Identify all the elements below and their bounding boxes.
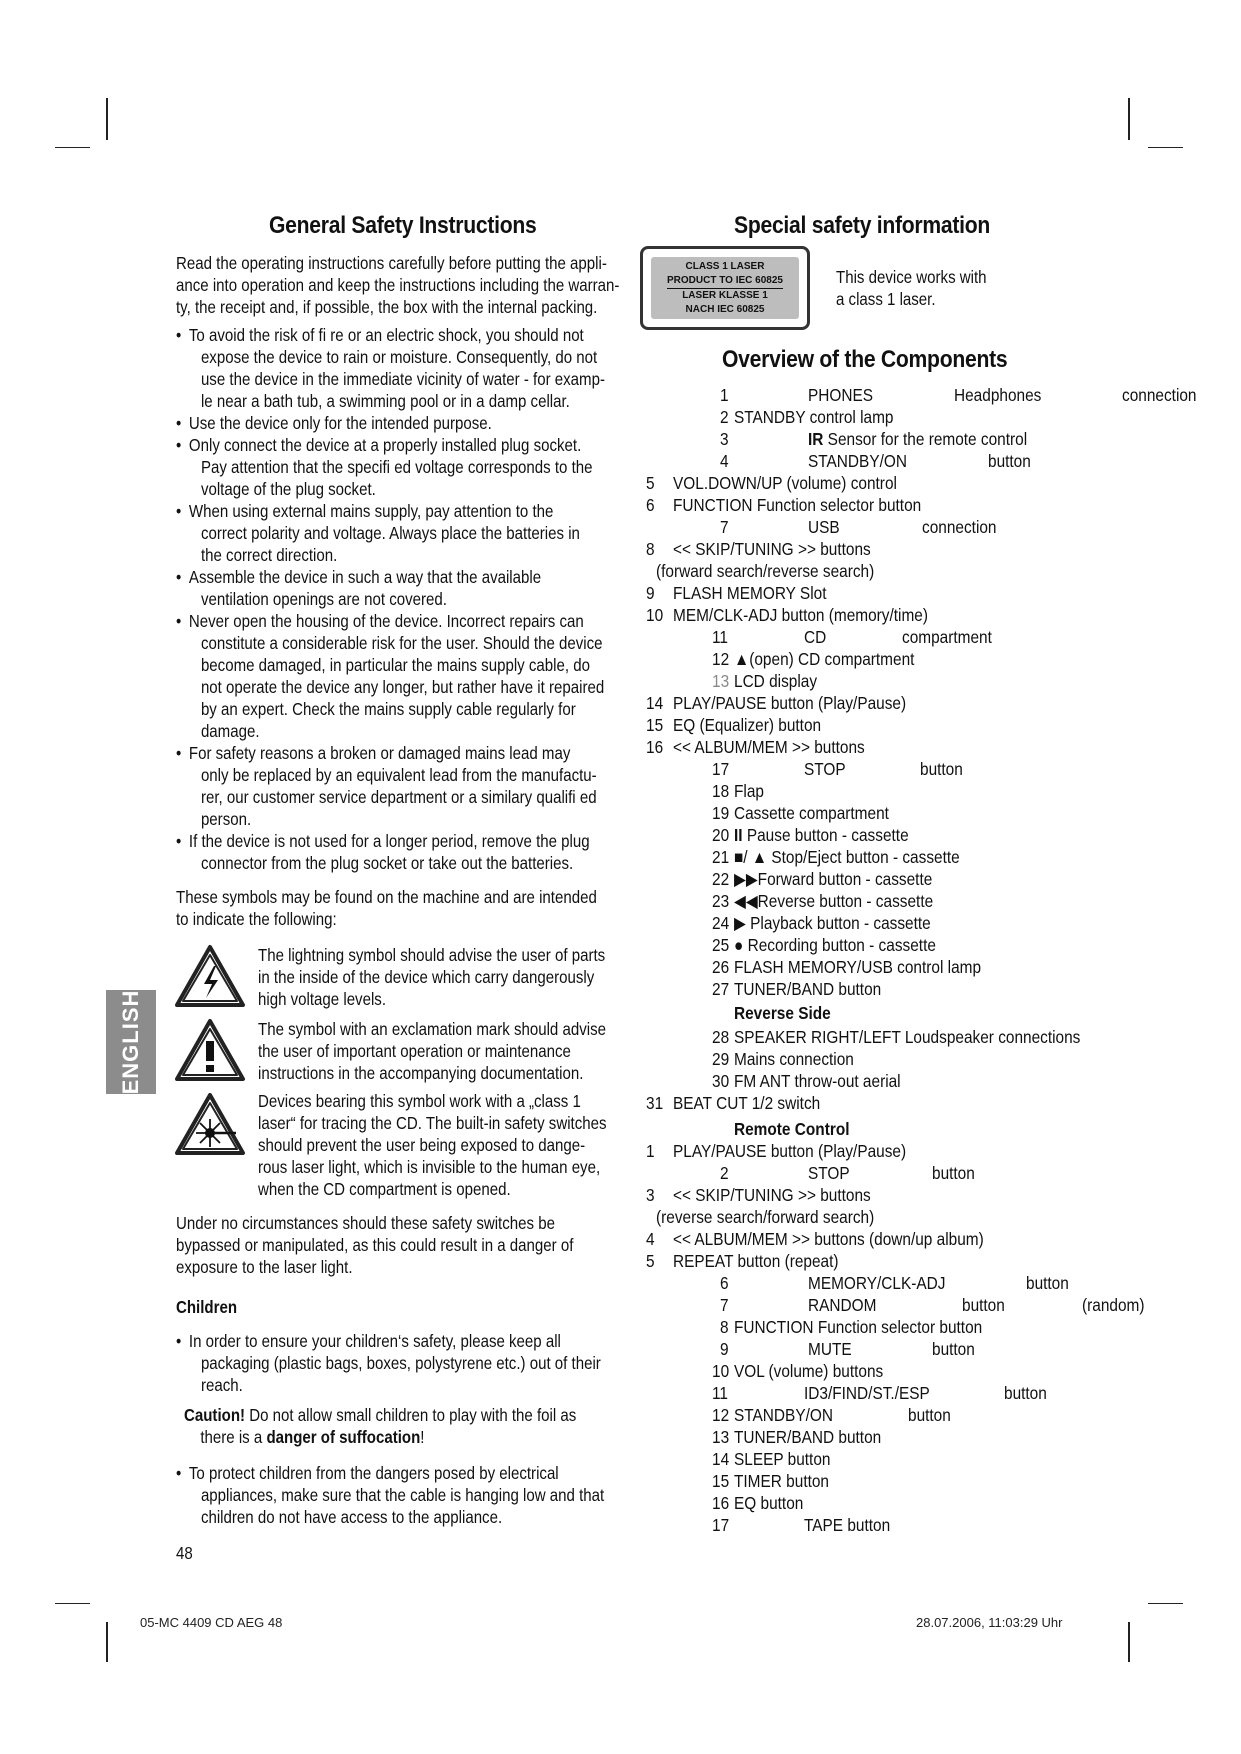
component-label <box>734 1048 854 1070</box>
component-number: 14 <box>712 1449 730 1469</box>
component-label-extra: button <box>932 1339 975 1359</box>
component-label <box>808 384 873 406</box>
bullet-line: correct polarity and voltage. Always place the batteries in <box>200 523 580 543</box>
component-number: 25 <box>712 935 730 955</box>
bullet-line: For safety reasons a broken or damaged mains lead may <box>188 743 571 763</box>
bullet-line: expose the device to rain or moisture. Consequently, do not <box>200 347 598 367</box>
component-number: 6 <box>646 495 655 515</box>
component-label-extra: button <box>908 1405 951 1425</box>
bullet-line: connector from the plug socket or take out the batteries. <box>200 853 574 873</box>
component-label <box>734 1426 881 1448</box>
component-label-text: STANDBY control lamp <box>734 407 894 427</box>
component-number: 17 <box>712 1515 730 1535</box>
intro-line: ty, the receipt and, if possible, the box with the internal packing. <box>176 297 598 317</box>
exclamation-description <box>258 1018 606 1084</box>
component-label-text: ▶ Playback button - cassette <box>734 913 931 933</box>
laser-info-line: a class 1 laser. <box>836 289 936 309</box>
component-number: 23 <box>712 891 730 911</box>
caution-text: there is a <box>200 1427 267 1447</box>
component-label-extra: button <box>1004 1383 1047 1403</box>
laser-info-line: This device works with <box>836 267 987 287</box>
intro-paragraph <box>176 252 619 318</box>
component-label <box>673 714 821 736</box>
component-label-text: STANDBY/ON <box>808 451 907 471</box>
component-label-text: STOP <box>808 1163 850 1183</box>
component-label <box>808 1294 876 1316</box>
component-label-bold: IR <box>808 429 824 449</box>
crop-mark <box>1148 147 1183 148</box>
bullet-line: Use the device only for the intended purpose. <box>188 413 492 433</box>
bullet-line: To protect children from the dangers posed by electrical <box>188 1463 559 1483</box>
component-number: 22 <box>712 869 730 889</box>
children-bullet: • In order to ensure your children‘s safety, please keep all packaging (plastic bags, boxes, polystyrene etc.) out of their reach. <box>176 1331 601 1395</box>
laser-warning-icon <box>174 1092 246 1156</box>
component-label-extra: button <box>932 1163 975 1183</box>
crop-mark <box>55 147 90 148</box>
lightning-warning-icon <box>174 944 246 1008</box>
component-number: 28 <box>712 1027 730 1047</box>
bullet-line: Pay attention that the specifi ed voltage corresponds to the <box>200 457 593 477</box>
reverse-side-heading: Reverse Side <box>734 1003 831 1023</box>
component-label-text: (forward search/reverse search) <box>656 561 875 581</box>
component-number: 11 <box>712 627 728 647</box>
crop-mark <box>106 98 108 140</box>
component-number: 7 <box>720 1295 729 1315</box>
component-label-text: MEMORY/CLK-ADJ <box>808 1273 946 1293</box>
component-number: 4 <box>646 1229 655 1249</box>
language-tab-label: ENGLISH <box>118 989 143 1095</box>
component-label-text: VOL.DOWN/UP (volume) control <box>673 473 897 493</box>
component-number: 9 <box>646 583 655 603</box>
component-label <box>808 1338 852 1360</box>
component-label-text: FM ANT throw-out aerial <box>734 1071 901 1091</box>
component-number: 24 <box>712 913 730 933</box>
component-number: 14 <box>646 693 664 713</box>
component-number: 5 <box>646 1251 655 1271</box>
caution-note <box>184 1404 576 1448</box>
component-label <box>734 1316 982 1338</box>
bullet-line: only be replaced by an equivalent lead from the manufactu- <box>200 765 597 785</box>
component-label <box>656 560 874 582</box>
laser-label-line: NACH IEC 60825 <box>685 303 765 315</box>
crop-mark <box>55 1603 90 1604</box>
language-tab <box>106 990 156 1094</box>
component-label-text: << ALBUM/MEM >> buttons <box>673 737 865 757</box>
component-label-extra: button <box>962 1295 1005 1315</box>
caution-text: ! <box>420 1427 425 1447</box>
component-label-text: PLAY/PAUSE button (Play/Pause) <box>673 1141 907 1161</box>
component-label <box>808 516 840 538</box>
component-number: 19 <box>712 803 730 823</box>
component-label <box>673 1092 820 1114</box>
bullet-line: by an expert. Check the mains supply cable regularly for <box>200 699 576 719</box>
component-label-text: Pause button - cassette <box>742 825 909 845</box>
component-label-extra: compartment <box>902 627 992 647</box>
bullet-line: If the device is not used for a longer period, remove the plug <box>188 831 590 851</box>
safety-bullet: • Never open the housing of the device. Incorrect repairs can constitute a considerable risk for the user. Should the device become damaged, in particular the mains supply cable, do not operate the device any longer, but rather have it repaired by an expert. Check the mains supply cable regularly for damage. <box>176 611 605 741</box>
crop-mark <box>1128 1622 1130 1662</box>
component-number: 3 <box>720 429 729 449</box>
component-label-text: TIMER button <box>734 1471 830 1491</box>
component-label-text: FUNCTION Function selector button <box>734 1317 983 1337</box>
component-number: 10 <box>646 605 664 625</box>
component-label-bold: II <box>734 825 743 845</box>
component-label-text: STANDBY/ON <box>734 1405 833 1425</box>
bullet-line: In order to ensure your children‘s safety, please keep all <box>188 1331 561 1351</box>
laser-label-line: CLASS 1 LASER <box>685 260 765 272</box>
component-label <box>673 1184 871 1206</box>
intro-line: Read the operating instructions carefully before putting the appli- <box>176 253 607 273</box>
component-number: 13 <box>712 1427 730 1447</box>
description-line: rous laser light, which is invisible to the human eye, <box>258 1157 601 1177</box>
component-label <box>673 1140 906 1162</box>
component-number: 12 <box>712 649 730 669</box>
remote-control-heading: Remote Control <box>734 1119 850 1139</box>
safety-bullet: • To avoid the risk of fi re or an electric shock, you should not expose the device to rain or moisture. Consequently, do not use the device in the immediate vicinity of water - for examp- le near a bath tub, a swimming pool or in a damp cellar. <box>176 325 605 411</box>
component-label <box>734 1070 901 1092</box>
caution-label: Caution! <box>184 1405 246 1425</box>
component-number: 2 <box>720 1163 729 1183</box>
component-number: 15 <box>712 1471 730 1491</box>
component-number: 16 <box>712 1493 730 1513</box>
component-label <box>734 1360 883 1382</box>
component-label <box>804 758 846 780</box>
paragraph-line: exposure to the laser light. <box>176 1257 353 1277</box>
crop-mark <box>106 1622 108 1662</box>
component-label-text: CD <box>804 627 827 647</box>
description-line: in the inside of the device which carry dangerously <box>258 967 595 987</box>
component-label-text: Mains connection <box>734 1049 854 1069</box>
component-label-text: TUNER/BAND button <box>734 1427 882 1447</box>
footer-left: 05-MC 4409 CD AEG 48 <box>140 1615 283 1630</box>
intro-line: ance into operation and keep the instructions including the warran- <box>176 275 620 295</box>
component-number: 12 <box>712 1405 730 1425</box>
component-label-extra: Headphones <box>954 385 1042 405</box>
component-label-text: FLASH MEMORY Slot <box>673 583 827 603</box>
component-label <box>734 846 960 868</box>
component-number: 8 <box>720 1317 729 1337</box>
component-label <box>734 406 893 428</box>
component-number: 15 <box>646 715 664 735</box>
bullet-line: constitute a considerable risk for the user. Should the device <box>200 633 603 653</box>
bullet-line: person. <box>200 809 252 829</box>
component-label-text: REPEAT button (repeat) <box>673 1251 839 1271</box>
description-line: should prevent the user being exposed to dange- <box>258 1135 586 1155</box>
bullet-line: Only connect the device at a properly installed plug socket. <box>188 435 582 455</box>
component-label <box>673 538 871 560</box>
component-label <box>734 1470 829 1492</box>
bullet-line: use the device in the immediate vicinity of water - for examp- <box>200 369 605 389</box>
component-label <box>734 1492 803 1514</box>
paragraph-line: bypassed or manipulated, as this could result in a danger of <box>176 1235 574 1255</box>
component-number: 29 <box>712 1049 730 1069</box>
component-number: 18 <box>712 781 730 801</box>
description-line: The lightning symbol should advise the user of parts <box>258 945 606 965</box>
component-label <box>734 912 931 934</box>
laser-info-text <box>836 266 987 310</box>
component-label-extra: connection <box>922 517 997 537</box>
component-label <box>734 890 933 912</box>
component-label <box>734 956 981 978</box>
component-label-text: VOL (volume) buttons <box>734 1361 884 1381</box>
caution-emphasis: danger of suffocation <box>266 1427 421 1447</box>
children-heading: Children <box>176 1297 238 1317</box>
component-label <box>804 1382 930 1404</box>
bullet-line: damage. <box>200 721 260 741</box>
component-label <box>734 670 817 692</box>
component-label-text: SLEEP button <box>734 1449 831 1469</box>
component-label-text: FLASH MEMORY/USB control lamp <box>734 957 982 977</box>
bullet-line: packaging (plastic bags, boxes, polystyrene etc.) out of their <box>200 1353 601 1373</box>
component-label-extra: connection <box>1122 385 1197 405</box>
component-label-extra: (random) <box>1082 1295 1145 1315</box>
children-bullet: • To protect children from the dangers posed by electrical appliances, make sure that the cable is hanging low and that children do not have access to the appliance. <box>176 1463 605 1527</box>
component-label-text: << ALBUM/MEM >> buttons (down/up album) <box>673 1229 984 1249</box>
component-number: 13 <box>712 671 730 691</box>
description-line: when the CD compartment is opened. <box>258 1179 511 1199</box>
component-label <box>734 648 914 670</box>
component-label-text: EQ (Equalizer) button <box>673 715 822 735</box>
component-label <box>673 604 928 626</box>
bullet-line: not operate the device any longer, but rather have it repaired <box>200 677 605 697</box>
bullet-line: When using external mains supply, pay attention to the <box>188 501 554 521</box>
component-label <box>804 1514 890 1536</box>
component-label-text: << SKIP/TUNING >> buttons <box>673 1185 871 1205</box>
crop-mark <box>1128 98 1130 140</box>
component-label <box>673 494 921 516</box>
component-label-text: Flap <box>734 781 764 801</box>
lightning-description <box>258 944 605 1010</box>
caution-text: Do not allow small children to play with the foil as <box>245 1405 577 1425</box>
component-number: 4 <box>720 451 729 471</box>
description-line: instructions in the accompanying documentation. <box>258 1063 584 1083</box>
component-label <box>673 1228 984 1250</box>
component-label <box>734 1026 1080 1048</box>
component-label-text: FUNCTION Function selector button <box>673 495 922 515</box>
component-label-text: ID3/FIND/ST./ESP <box>804 1383 930 1403</box>
component-number: 1 <box>720 385 729 405</box>
component-label <box>804 626 826 648</box>
bullet-line: children do not have access to the appliance. <box>200 1507 503 1527</box>
switches-paragraph <box>176 1212 573 1278</box>
component-label <box>734 868 932 890</box>
component-label <box>734 780 764 802</box>
component-number: 1 <box>646 1141 655 1161</box>
component-label <box>808 1162 850 1184</box>
component-label-text: SPEAKER RIGHT/LEFT Loudspeaker connections <box>734 1027 1081 1047</box>
bullet-line: le near a bath tub, a swimming pool or in a damp cellar. <box>200 391 570 411</box>
component-number: 31 <box>646 1093 664 1113</box>
component-label-text: TUNER/BAND button <box>734 979 882 999</box>
component-label-text: TAPE button <box>804 1515 891 1535</box>
footer-right: 28.07.2006, 11:03:29 Uhr <box>916 1615 1063 1630</box>
description-line: Devices bearing this symbol work with a „class 1 <box>258 1091 581 1111</box>
component-label <box>734 934 936 956</box>
component-number: 9 <box>720 1339 729 1359</box>
component-label-text: MUTE <box>808 1339 852 1359</box>
component-label-extra: button <box>988 451 1031 471</box>
component-label-text: MEM/CLK-ADJ button (memory/time) <box>673 605 929 625</box>
symbols-intro-line: to indicate the following: <box>176 909 337 929</box>
safety-bullet: • Use the device only for the intended purpose. <box>176 413 492 433</box>
bullet-line: voltage of the plug socket. <box>200 479 376 499</box>
component-label-extra: button <box>920 759 963 779</box>
component-number: 3 <box>646 1185 655 1205</box>
component-label-text: Cassette compartment <box>734 803 889 823</box>
general-safety-title: General Safety Instructions <box>269 212 537 239</box>
component-label <box>673 1250 838 1272</box>
laser-label-line: PRODUCT TO IEC 60825 <box>667 274 783 289</box>
component-label <box>673 692 906 714</box>
safety-bullet: • If the device is not used for a longer period, remove the plug connector from the plug socket or take out the batteries. <box>176 831 590 873</box>
bullet-line: ventilation openings are not covered. <box>200 589 447 609</box>
bullet-line: rer, our customer service department or a similary qualifi ed <box>200 787 597 807</box>
component-number: 6 <box>720 1273 729 1293</box>
component-label-text: ◀◀Reverse button - cassette <box>734 891 934 911</box>
component-number: 27 <box>712 979 730 999</box>
safety-bullet: • Only connect the device at a properly installed plug socket. Pay attention that the specifi ed voltage corresponds to the voltage of the plug socket. <box>176 435 593 499</box>
component-label <box>734 824 909 846</box>
component-number: 10 <box>712 1361 730 1381</box>
component-label-text: LCD display <box>734 671 818 691</box>
component-number: 11 <box>712 1383 728 1403</box>
description-line: the user of important operation or maintenance <box>258 1041 571 1061</box>
component-label-extra: button <box>1026 1273 1069 1293</box>
component-label <box>734 1404 833 1426</box>
laser-class-label <box>640 246 810 330</box>
bullet-line: Assemble the device in such a way that the available <box>188 567 542 587</box>
component-label <box>673 472 897 494</box>
safety-bullet: • Assemble the device in such a way that the available ventilation openings are not covered. <box>176 567 542 609</box>
component-label <box>673 582 826 604</box>
safety-bullet: • For safety reasons a broken or damaged mains lead may only be replaced by an equivalent lead from the manufactu- rer, our customer service department or a similary qualifi ed person. <box>176 743 597 829</box>
component-label-text: PLAY/PAUSE button (Play/Pause) <box>673 693 907 713</box>
component-label-text: ▲(open) CD compartment <box>734 649 915 669</box>
component-label-text: << SKIP/TUNING >> buttons <box>673 539 871 559</box>
bullet-line: Never open the housing of the device. Incorrect repairs can <box>188 611 584 631</box>
component-label-text: USB <box>808 517 840 537</box>
component-label-text: PHONES <box>808 385 874 405</box>
bullet-line: reach. <box>200 1375 243 1395</box>
special-safety-title: Special safety information <box>734 212 991 239</box>
component-number: 16 <box>646 737 664 757</box>
component-label-text: EQ button <box>734 1493 804 1513</box>
bullet-line: appliances, make sure that the cable is hanging low and that <box>200 1485 605 1505</box>
symbols-intro <box>176 886 597 930</box>
component-number: 2 <box>720 407 729 427</box>
component-number: 5 <box>646 473 655 493</box>
component-number: 21 <box>712 847 730 867</box>
component-label-text: ■/ ▲ Stop/Eject button - cassette <box>734 847 960 867</box>
component-label <box>673 736 865 758</box>
bullet-line: become damaged, in particular the mains supply cable, do <box>200 655 590 675</box>
description-line: The symbol with an exclamation mark should advise <box>258 1019 606 1039</box>
crop-mark <box>1148 1603 1183 1604</box>
component-number: 26 <box>712 957 730 977</box>
bullet-line: To avoid the risk of fi re or an electric shock, you should not <box>188 325 584 345</box>
paragraph-line: Under no circumstances should these safety switches be <box>176 1213 555 1233</box>
component-label-text: Sensor for the remote control <box>823 429 1028 449</box>
safety-bullet: • When using external mains supply, pay attention to the correct polarity and voltage. Always place the batteries in the correct direction. <box>176 501 580 565</box>
overview-title: Overview of the Components <box>722 346 1008 373</box>
exclamation-warning-icon <box>174 1018 246 1082</box>
description-line: high voltage levels. <box>258 989 387 1009</box>
component-number: 8 <box>646 539 655 559</box>
component-label <box>734 978 881 1000</box>
component-number: 30 <box>712 1071 730 1091</box>
component-label <box>656 1206 874 1228</box>
component-label-text: RANDOM <box>808 1295 877 1315</box>
symbols-intro-line: These symbols may be found on the machine and are intended <box>176 887 597 907</box>
component-number: 17 <box>712 759 730 779</box>
description-line: laser“ for tracing the CD. The built-in safety switches <box>258 1113 607 1133</box>
component-label <box>808 1272 945 1294</box>
bullet-line: the correct direction. <box>200 545 338 565</box>
laser-label-line: LASER KLASSE 1 <box>682 289 768 301</box>
component-label <box>734 802 889 824</box>
component-label <box>734 1448 830 1470</box>
component-label <box>808 428 1027 450</box>
component-label-text: BEAT CUT 1/2 switch <box>673 1093 821 1113</box>
component-number: 20 <box>712 825 730 845</box>
component-label-text: ▶▶Forward button - cassette <box>734 869 933 889</box>
component-label-text: STOP <box>804 759 846 779</box>
laser-description <box>258 1090 607 1200</box>
component-label-text: ● Recording button - cassette <box>734 935 936 955</box>
component-label <box>808 450 907 472</box>
component-number: 7 <box>720 517 729 537</box>
page-number: 48 <box>176 1543 193 1563</box>
component-label-text: (reverse search/forward search) <box>656 1207 875 1227</box>
